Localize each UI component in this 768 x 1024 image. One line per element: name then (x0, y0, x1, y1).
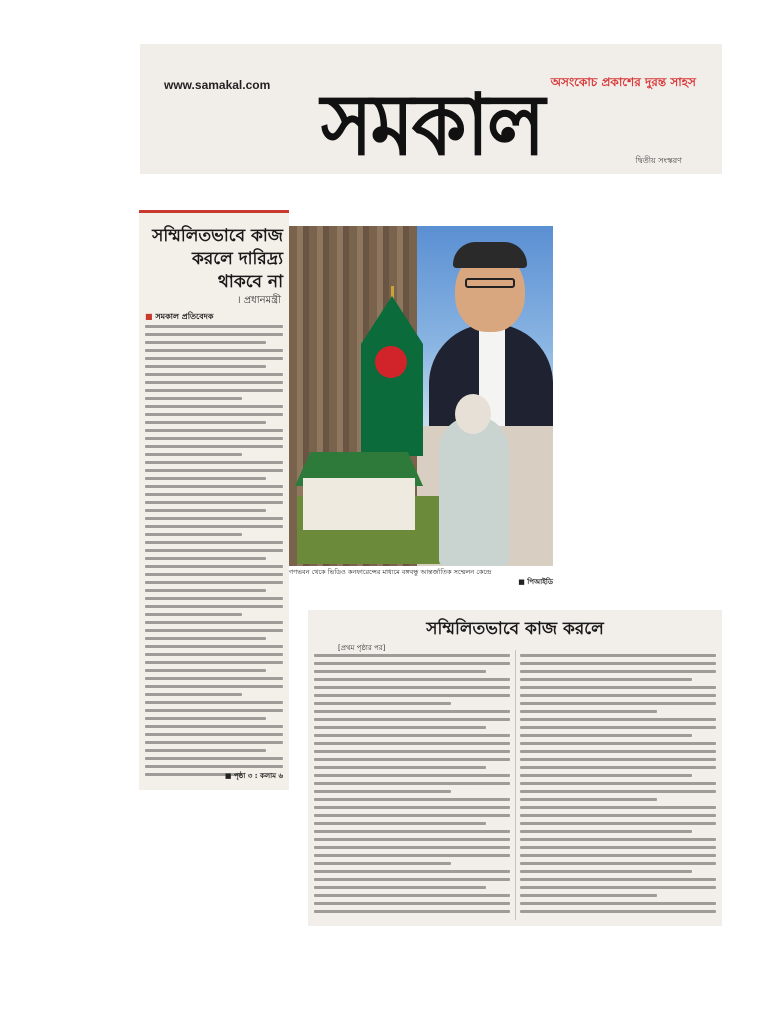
newspaper-logo: সমকাল (320, 77, 544, 175)
continuation-column-left (314, 654, 510, 918)
house-model (303, 478, 415, 530)
continued-jump-label: ■ পৃষ্ঠা ৩ : কলাম ৬ (224, 772, 283, 780)
article-byline: ■ সমকাল প্রতিবেদক (145, 311, 213, 324)
continuation-title: সম্মিলিতভাবে কাজ করলে (426, 619, 604, 639)
masthead-tagline: অসংকোচ প্রকাশের দুরন্ত সাহস (550, 75, 696, 89)
photo-caption: গণভবন থেকে ভিডিও কনফারেন্সের মাধ্যমে বঙ্গবন্ধু আন্তর্জাতিক সম্মেলন কেন্দ্রে (289, 568, 492, 576)
article-photo (289, 226, 553, 566)
continuation-article (308, 610, 722, 926)
photo-credit: ■ পিআইডি (518, 578, 553, 586)
article-headline: সম্মিলিতভাবে কাজ করলে দারিদ্র্য থাকবে না (152, 226, 283, 292)
website-url: www.samakal.com (164, 78, 271, 92)
article-text-column (139, 210, 289, 790)
continuation-reference: [প্রথম পৃষ্ঠার পর] (338, 644, 386, 652)
edition-label: দ্বিতীয় সংস্করণ (635, 156, 682, 165)
article-body-text (145, 325, 283, 781)
headline-source: । প্রধানমন্ত্রী (236, 295, 281, 306)
continuation-column-right (520, 654, 716, 918)
masthead (140, 44, 722, 174)
